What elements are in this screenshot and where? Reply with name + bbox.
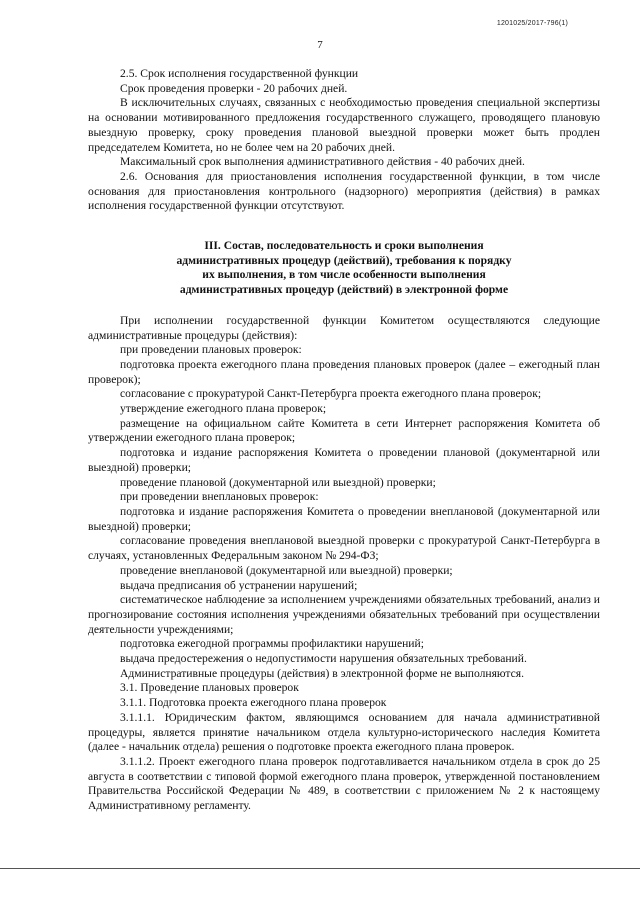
paragraph: 3.1.1.2. Проект ежегодного плана проверок подготавливается начальником отдела в срок до 25 августа в соответствии с типовой формой ежегодного плана проверок, утвержденной постановлением Правительства Российской Федерации № 489, в соответствии с приложением № 2 к настоящему Административному регламенту. (88, 754, 600, 813)
section-heading-line: административных процедур (действий) в электронной форме (179, 283, 509, 297)
paragraph: 2.5. Срок исполнения государственной функции (120, 67, 359, 80)
paragraph: При исполнении государственной функции Комитетом осуществляются следующие административные процедуры (действия): (88, 313, 600, 342)
paragraph: Административные процедуры (действия) в электронной форме не выполняются. (120, 666, 525, 680)
paragraph: согласование проведения внеплановой выездной проверки с прокуратурой Санкт-Петербурга в случаях, установленных Федеральным законом № 294-ФЗ; (88, 534, 600, 563)
paragraph: согласование с прокуратурой Санкт-Петербурга проекта ежегодного плана проверок; (120, 387, 542, 401)
section-heading-line: III. Состав, последовательность и сроки выполнения (204, 239, 484, 253)
paragraph: систематическое наблюдение за исполнением учреждениями обязательных требований, анализ и прогнозирование состояния исполнения учреждениями обязательных требований при осуществлении деятельности учреждениями; (88, 593, 600, 636)
paragraph: 3.1.1.1. Юридическим фактом, являющимся основанием для начала административной процедуры, является принятие начальником отдела культурно-исторического наследия Комитета (далее - начальник отдела) решения о подготовке проекта ежегодного плана проверок. (88, 710, 600, 754)
paragraph: 2.6. Основания для приостановления исполнения государственной функции, в том числе основания для приостановления контрольного (надзорного) мероприятия (действия) в рамках исполнения государственной функции отсутствуют. (88, 169, 600, 213)
paragraph: утверждение ежегодного плана проверок; (120, 402, 327, 416)
paragraph: выдача предостережения о недопустимости нарушения обязательных требований. (120, 652, 527, 666)
paragraph: выдача предписания об устранении нарушений; (120, 578, 358, 592)
paragraph: при проведении внеплановых проверок: (120, 490, 319, 504)
scan-edge-line (0, 868, 640, 869)
paragraph: Максимальный срок выполнения административного действия - 40 рабочих дней. (120, 155, 525, 169)
paragraph: проведение внеплановой (документарной или выездной) проверки; (120, 563, 453, 577)
paragraph: подготовка проекта ежегодного плана проведения плановых проверок (далее – ежегодный план проверок); (88, 357, 600, 386)
paragraph: 3.1.1. Подготовка проекта ежегодного плана проверок (120, 696, 387, 710)
document-body (88, 67, 600, 814)
section-heading-line: их выполнения, в том числе особенности выполнения (202, 268, 486, 282)
section-heading-line: административных процедур (действий), требования к порядку (176, 253, 512, 267)
paragraph: при проведении плановых проверок: (120, 343, 302, 357)
page-number: 7 (317, 39, 323, 51)
paragraph: 3.1. Проведение плановых проверок (120, 681, 299, 695)
document-registration-number: 1201025/2017-796(1) (496, 20, 568, 27)
paragraph: проведение плановой (документарной или выездной) проверки; (120, 475, 436, 489)
paragraph: подготовка ежегодной программы профилактики нарушений; (120, 637, 424, 651)
paragraph: Срок проведения проверки - 20 рабочих дней. (120, 81, 348, 95)
paragraph: подготовка и издание распоряжения Комитета о проведении плановой (документарной или выездной) проверки; (88, 446, 600, 474)
paragraph: подготовка и издание распоряжения Комитета о проведении внеплановой (документарной или выездной) проверки; (88, 504, 600, 533)
paragraph: В исключительных случаях, связанных с необходимостью проведения специальной экспертизы на основании мотивированного предложения государственного служащего, проводящего плановую выездную проверку, сроку проведения плановой выездной проверки может быть продлен председателем Комитета, но не более чем на 20 рабочих дней. (88, 96, 600, 154)
section-heading (88, 239, 600, 298)
paragraph: размещение на официальном сайте Комитета в сети Интернет распоряжения Комитета об утверждении ежегодного плана проверок; (88, 416, 600, 445)
